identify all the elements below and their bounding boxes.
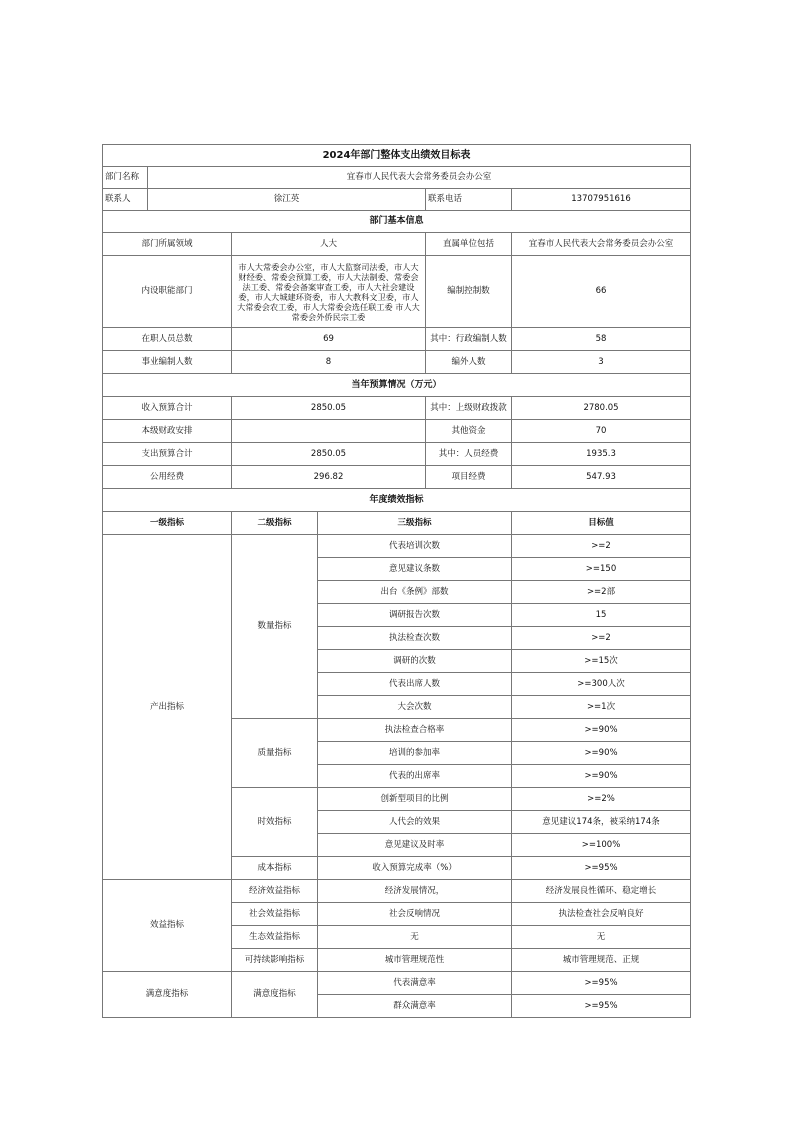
level1-indicator: 产出指标 bbox=[103, 535, 232, 880]
level2-indicator: 时效指标 bbox=[232, 788, 318, 857]
level3-indicator: 执法检查合格率 bbox=[318, 719, 512, 742]
level3-indicator: 人代会的效果 bbox=[318, 811, 512, 834]
level3-indicator: 调研的次数 bbox=[318, 650, 512, 673]
level3-indicator: 调研报告次数 bbox=[318, 604, 512, 627]
target-value: 15 bbox=[512, 604, 691, 627]
level3-indicator: 意见建议条数 bbox=[318, 558, 512, 581]
level2-indicator: 成本指标 bbox=[232, 857, 318, 880]
level3-indicator: 社会反响情况 bbox=[318, 903, 512, 926]
level2-indicator: 质量指标 bbox=[232, 719, 318, 788]
level2-indicator: 经济效益指标 bbox=[232, 880, 318, 903]
target-value: >=300人次 bbox=[512, 673, 691, 696]
personnel-expense-value: 1935.3 bbox=[512, 443, 691, 466]
project-expense-label: 项目经费 bbox=[426, 466, 512, 489]
level2-indicator: 社会效益指标 bbox=[232, 903, 318, 926]
dept-name-label: 部门名称 bbox=[103, 167, 148, 189]
level3-indicator: 执法检查次数 bbox=[318, 627, 512, 650]
section-performance: 年度绩效指标 bbox=[103, 489, 691, 512]
public-expense-label: 公用经费 bbox=[103, 466, 232, 489]
section-basic-info: 部门基本信息 bbox=[103, 211, 691, 233]
project-expense-value: 547.93 bbox=[512, 466, 691, 489]
target-value: >=1次 bbox=[512, 696, 691, 719]
admin-staff-value: 58 bbox=[512, 328, 691, 351]
extra-staff-label: 编外人数 bbox=[426, 351, 512, 374]
level3-indicator: 代表培训次数 bbox=[318, 535, 512, 558]
local-funds-value bbox=[232, 420, 426, 443]
level3-indicator: 代表出席人数 bbox=[318, 673, 512, 696]
income-total-value: 2850.05 bbox=[232, 397, 426, 420]
target-value: 意见建议174条，被采纳174条 bbox=[512, 811, 691, 834]
target-value: 执法检查社会反响良好 bbox=[512, 903, 691, 926]
contact-value: 徐江英 bbox=[148, 189, 426, 211]
dept-name-value: 宜春市人民代表大会常务委员会办公室 bbox=[148, 167, 691, 189]
target-value: >=100% bbox=[512, 834, 691, 857]
target-value: >=15次 bbox=[512, 650, 691, 673]
internal-depts-value: 市人大常委会办公室，市人大监察司法委，市人大财经委、常委会预算工委，市人大法制委、常委会法工委、常委会备案审查工委，市人大社会建设委，市人大城建环资委，市人大教科文卫委，市人大常委会农工委，市人大常委会选任联工委 市人大常委会外侨民宗工委 bbox=[232, 256, 426, 328]
extra-staff-value: 3 bbox=[512, 351, 691, 374]
career-staff-label: 事业编制人数 bbox=[103, 351, 232, 374]
internal-depts-label: 内设职能部门 bbox=[103, 256, 232, 328]
personnel-expense-label: 其中：人员经费 bbox=[426, 443, 512, 466]
level3-indicator: 经济发展情况， bbox=[318, 880, 512, 903]
level3-indicator: 代表满意率 bbox=[318, 972, 512, 995]
indicator-row bbox=[103, 880, 691, 903]
header-level1: 一级指标 bbox=[103, 512, 232, 535]
income-total-label: 收入预算合计 bbox=[103, 397, 232, 420]
level2-indicator: 满意度指标 bbox=[232, 972, 318, 1018]
level3-indicator: 城市管理规范性 bbox=[318, 949, 512, 972]
unit-label: 直属单位包括 bbox=[426, 233, 512, 256]
header-level2: 二级指标 bbox=[232, 512, 318, 535]
contact-label: 联系人 bbox=[103, 189, 148, 211]
target-value: >=90% bbox=[512, 719, 691, 742]
field-value: 人大 bbox=[232, 233, 426, 256]
indicator-row bbox=[103, 972, 691, 995]
target-value: >=2 bbox=[512, 627, 691, 650]
target-value: >=90% bbox=[512, 742, 691, 765]
career-staff-value: 8 bbox=[232, 351, 426, 374]
field-label: 部门所属领域 bbox=[103, 233, 232, 256]
level2-indicator: 可持续影响指标 bbox=[232, 949, 318, 972]
target-value: 无 bbox=[512, 926, 691, 949]
target-value: >=2部 bbox=[512, 581, 691, 604]
staff-total-label: 在职人员总数 bbox=[103, 328, 232, 351]
level3-indicator: 培训的参加率 bbox=[318, 742, 512, 765]
level3-indicator: 代表的出席率 bbox=[318, 765, 512, 788]
level3-indicator: 群众满意率 bbox=[318, 995, 512, 1018]
performance-table bbox=[102, 144, 691, 1018]
section-budget: 当年预算情况（万元） bbox=[103, 374, 691, 397]
quota-label: 编制控制数 bbox=[426, 256, 512, 328]
level3-indicator: 大会次数 bbox=[318, 696, 512, 719]
admin-staff-label: 其中：行政编制人数 bbox=[426, 328, 512, 351]
indicator-row bbox=[103, 535, 691, 558]
performance-target-form bbox=[102, 144, 690, 1018]
expense-total-value: 2850.05 bbox=[232, 443, 426, 466]
other-funds-value: 70 bbox=[512, 420, 691, 443]
header-target: 目标值 bbox=[512, 512, 691, 535]
level1-indicator: 效益指标 bbox=[103, 880, 232, 972]
target-value: >=95% bbox=[512, 857, 691, 880]
level2-indicator: 数量指标 bbox=[232, 535, 318, 719]
level1-indicator: 满意度指标 bbox=[103, 972, 232, 1018]
level3-indicator: 无 bbox=[318, 926, 512, 949]
target-value: 城市管理规范、正规 bbox=[512, 949, 691, 972]
staff-total-value: 69 bbox=[232, 328, 426, 351]
target-value: >=150 bbox=[512, 558, 691, 581]
target-value: 经济发展良性循环、稳定增长 bbox=[512, 880, 691, 903]
level3-indicator: 收入预算完成率（%） bbox=[318, 857, 512, 880]
level3-indicator: 创新型项目的比例 bbox=[318, 788, 512, 811]
target-value: >=2% bbox=[512, 788, 691, 811]
target-value: >=90% bbox=[512, 765, 691, 788]
phone-label: 联系电话 bbox=[426, 189, 512, 211]
level3-indicator: 意见建议及时率 bbox=[318, 834, 512, 857]
public-expense-value: 296.82 bbox=[232, 466, 426, 489]
local-funds-label: 本级财政安排 bbox=[103, 420, 232, 443]
target-value: >=95% bbox=[512, 972, 691, 995]
expense-total-label: 支出预算合计 bbox=[103, 443, 232, 466]
other-funds-label: 其他资金 bbox=[426, 420, 512, 443]
superior-funds-label: 其中：上级财政拨款 bbox=[426, 397, 512, 420]
phone-value: 13707951616 bbox=[512, 189, 691, 211]
quota-value: 66 bbox=[512, 256, 691, 328]
superior-funds-value: 2780.05 bbox=[512, 397, 691, 420]
level2-indicator: 生态效益指标 bbox=[232, 926, 318, 949]
page-title: 2024年部门整体支出绩效目标表 bbox=[103, 145, 691, 167]
unit-value: 宜春市人民代表大会常务委员会办公室 bbox=[512, 233, 691, 256]
header-level3: 三级指标 bbox=[318, 512, 512, 535]
level3-indicator: 出台《条例》部数 bbox=[318, 581, 512, 604]
target-value: >=2 bbox=[512, 535, 691, 558]
target-value: >=95% bbox=[512, 995, 691, 1018]
